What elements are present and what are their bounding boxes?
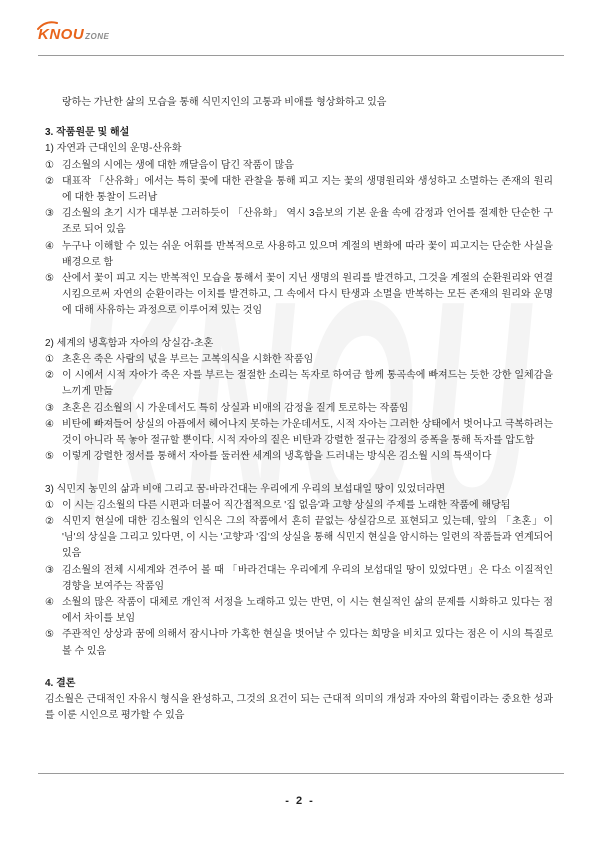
list-item xyxy=(45,627,553,659)
item-text: 김소월의 초기 시가 대부분 그러하듯이 「산유화」 역시 3음보의 기본 운율 속에 감정과 언어를 절제한 단순한 구조로 되어 있음 xyxy=(62,208,553,236)
item-marker: ③ xyxy=(45,208,54,220)
list-item xyxy=(45,206,553,238)
header-divider xyxy=(38,55,564,56)
item-marker: ① xyxy=(45,159,54,171)
list-item xyxy=(45,401,553,417)
item-text: 주관적인 상상과 꿈에 의해서 잠시나마 가혹한 현실을 벗어날 수 있다는 희망을 비치고 있다는 점은 이 시의 특질로 볼 수 있음 xyxy=(62,629,553,657)
item-marker: ③ xyxy=(45,564,54,576)
list-item xyxy=(45,449,553,465)
item-marker: ⑤ xyxy=(45,273,54,285)
conclusion-paragraph: 김소월은 근대적인 자유시 형식을 완성하고, 그것의 요건이 되는 근대적 의미의 개성과 자아의 확립이라는 중요한 성과를 이룬 시인으로 평가할 수 있음 xyxy=(45,694,553,722)
list-item xyxy=(45,174,553,206)
item-marker: ① xyxy=(45,499,54,511)
item-marker: ⑤ xyxy=(45,629,54,641)
subsection xyxy=(45,336,553,466)
item-marker: ② xyxy=(45,175,54,187)
continuation-line: 랑하는 가난한 삶의 모습을 통해 식민지인의 고통과 비애를 형상화하고 있음 xyxy=(62,97,387,108)
item-marker: ① xyxy=(45,354,54,366)
item-marker: ④ xyxy=(45,240,54,252)
list-item xyxy=(45,498,553,514)
item-marker: ④ xyxy=(45,418,54,430)
item-marker: ② xyxy=(45,370,54,382)
section-analysis xyxy=(45,125,553,660)
list-item xyxy=(45,271,553,320)
logo xyxy=(38,26,109,48)
footer-divider xyxy=(38,773,564,774)
item-text: 초혼은 김소월의 시 가운데서도 특히 상실과 비애의 감정을 짙게 토로하는 작품임 xyxy=(62,402,409,414)
logo-main-text: KNOU xyxy=(38,26,85,43)
item-text: 김소월의 전체 시세계와 견주어 볼 때 「바라건대는 우리에게 우리의 보섭대일 땅이 있었다면」은 다소 이질적인 경향을 보여주는 작품임 xyxy=(62,564,553,592)
subsection xyxy=(45,482,553,660)
list-item xyxy=(45,563,553,595)
item-text: 누구나 이해할 수 있는 쉬운 어휘를 반복적으로 사용하고 있으며 계절의 변화에 따라 꽃이 피고지는 단순한 사실을 배경으로 함 xyxy=(62,240,553,268)
item-text: 이 시는 김소월의 다른 시편과 더불어 직간접적으로 '집 없음'과 고향 상실의 주제를 노래한 작품에 해당됨 xyxy=(62,499,511,511)
subsection xyxy=(45,141,553,319)
document-body xyxy=(45,95,553,725)
list-item xyxy=(45,514,553,563)
logo-sub-text: ZONE xyxy=(85,32,110,41)
list-item xyxy=(45,239,553,271)
page-number: - 2 - xyxy=(285,795,315,807)
item-marker: ⑤ xyxy=(45,451,54,463)
list-item xyxy=(45,158,553,174)
item-marker: ④ xyxy=(45,597,54,609)
list-item xyxy=(45,417,553,449)
subsection-title: 2) 세계의 냉혹함과 자아의 상실감-초혼 xyxy=(45,337,214,349)
section-heading: 4. 결론 xyxy=(45,678,76,690)
item-marker: ② xyxy=(45,516,54,528)
item-text: 식민지 현실에 대한 김소월의 인식은 그의 작품에서 흔히 끝없는 상실감으로 표현되고 있는데, 앞의 「초혼」이 '님'의 상실을 그리고 있다면, 이 시는 '고향'과 '집'의 상실을 통해 식민지 현실을 암시하는 일련의 작품들과 연계되어 있음 xyxy=(62,516,553,560)
subsection-title: 3) 식민지 농민의 삶과 비애 그리고 꿈-바라건대는 우리에게 우리의 보섭대일 땅이 있었더라면 xyxy=(45,483,446,495)
item-text: 산에서 꽃이 피고 지는 반복적인 모습을 통해서 꽃이 지닌 생명의 원리를 발견하고, 그것을 계절의 순환원리와 연결시킴으로써 자연의 순환이라는 이치를 발견하고, 그 속에서 다시 탄생과 소멸을 반복하는 모든 존재의 원리와 운명에 대해 사유하는 과정으로 이루어져 있는 것임 xyxy=(62,273,553,317)
list-item xyxy=(45,595,553,627)
logo-swoosh-icon xyxy=(36,20,58,30)
subsection-title: 1) 자연과 근대인의 운명-산유화 xyxy=(45,143,182,155)
section-conclusion xyxy=(45,676,553,725)
section-heading: 3. 작품원문 및 해설 xyxy=(45,127,130,139)
item-text: 대표작 「산유화」에서는 특히 꽃에 대한 관찰을 통해 피고 지는 꽃의 생명원리와 생성하고 소멸하는 존재의 원리에 대한 통찰이 드러남 xyxy=(62,175,553,204)
list-item xyxy=(45,368,553,400)
item-text: 비탄에 빠져들어 상실의 아픔에서 헤어나지 못하는 가운데서도, 시적 자아는 그러한 상태에서 벗어나고 극복하려는 것이 아니라 목 놓아 절규할 뿐이다. 시적 자아의 짙은 비탄과 강렬한 절규는 감정의 증폭을 통해 독자를 압도함 xyxy=(62,418,553,447)
list-item xyxy=(45,352,553,368)
item-text: 이렇게 강렬한 정서를 통해서 자아를 둘러싼 세계의 냉혹함을 드러내는 방식은 김소월 시의 특색이다 xyxy=(62,451,492,463)
item-text: 이 시에서 시적 자아가 죽은 자를 부르는 절절한 소리는 독자로 하여금 함께 통곡속에 빠져드는 듯한 강한 일체감을 느끼게 만듦 xyxy=(62,370,553,398)
item-text: 소월의 많은 작품이 대체로 개인적 서정을 노래하고 있는 반면, 이 시는 현실적인 삶의 문제를 시화하고 있다는 점에서 차이를 보임 xyxy=(62,597,553,625)
item-text: 초혼은 죽은 사람의 넋을 부르는 고복의식을 시화한 작품임 xyxy=(62,354,314,366)
item-text: 김소월의 시에는 생에 대한 깨달음이 담긴 작품이 많음 xyxy=(62,159,294,171)
item-marker: ③ xyxy=(45,402,54,414)
